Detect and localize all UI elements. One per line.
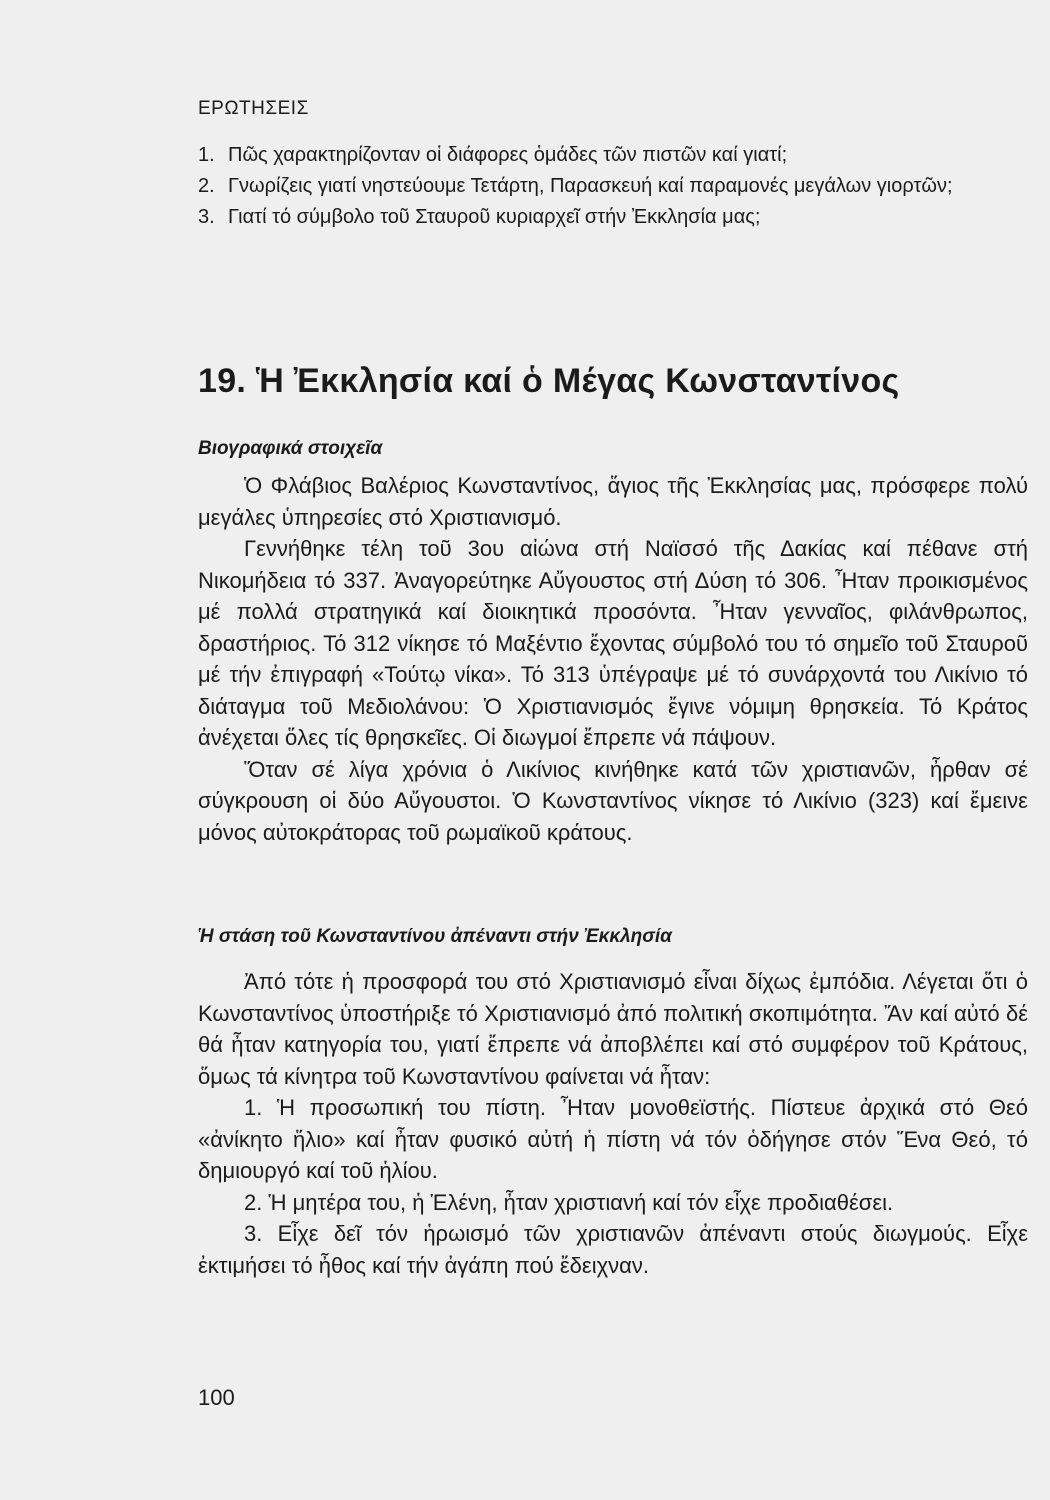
section-heading-stance: Ἡ στάση τοῦ Κωνσταντίνου ἀπέναντι στήν Ἐκκλησία xyxy=(198,926,672,947)
question-text: Γιατί τό σύμβολο τοῦ Σταυροῦ κυριαρχεῖ στήν Ἐκκλησία μας; xyxy=(228,206,761,228)
paragraph: 2. Ἡ μητέρα του, ἡ Ἑλένη, ἦταν χριστιανή καί τόν εἶχε προδιαθέσει. xyxy=(244,1189,894,1215)
page-number: 100 xyxy=(198,1385,235,1410)
questions-heading: ΕΡΩΤΗΣΕΙΣ xyxy=(198,98,309,119)
paragraph: 1. Ἡ προσωπική του πίστη. Ἦταν μονοθεϊστής. Πίστευε ἀρχικά στό Θεό «ἀνίκητο ἥλιο» καί ἦταν φυσικό αὐτή ἡ πίστη νά τόν ὁδήγησε στόν Ἕνα Θεό, τό δημιουργό καί τοῦ ἡλίου. xyxy=(198,1095,1028,1183)
paragraph: Ὅταν σέ λίγα χρόνια ὁ Λικίνιος κινήθηκε κατά τῶν χριστιανῶν, ἦρθαν σέ σύγκρουση οἱ δύο Αὔγουστοι. Ὁ Κωνσταντίνος νίκησε τό Λικίνιο (323) καί ἔμεινε μόνος αὐτοκράτορας τοῦ ρωμαϊκοῦ κράτους. xyxy=(198,756,1028,845)
section-heading-biography: Βιογραφικά στοιχεῖα xyxy=(198,438,383,459)
paragraph: Ἀπό τότε ἡ προσφορά του στό Χριστιανισμό εἶναι δίχως ἐμπόδια. Λέγεται ὅτι ὁ Κωνσταντίνος ὑποστήριξε τό Χριστιανισμό ἀπό πολιτική σκοπιμότητα. Ἄν καί αὐτό δέ θά ἦταν κατηγορία του, γιατί ἔπρεπε νά ἀποβλέπει καί στό συμφέρον τοῦ Κράτους, ὅμως τά κίνητρα τοῦ Κωνσταντίνου φαίνεται νά ἦταν: xyxy=(198,969,1028,1089)
section-body-stance xyxy=(198,966,1028,1281)
question-number: 3. xyxy=(198,206,215,228)
question-text: Πῶς χαρακτηρίζονταν οἱ διάφορες ὁμάδες τῶν πιστῶν καί γιατί; xyxy=(228,144,788,166)
question-text: Γνωρίζεις γιατί νηστεύουμε Τετάρτη, Παρασκευή καί παραμονές μεγάλων γιορτῶν; xyxy=(228,175,953,197)
question-number: 2. xyxy=(198,175,215,197)
paragraph: 3. Εἶχε δεῖ τόν ἡρωισμό τῶν χριστιανῶν ἀπέναντι στούς διωγμούς. Εἶχε ἐκτιμήσει τό ἦθος καί τήν ἀγάπη πού ἔδειχναν. xyxy=(198,1221,1028,1278)
paragraph: Γεννήθηκε τέλη τοῦ 3ου αἰώνα στή Ναϊσσό τῆς Δακίας καί πέθανε στή Νικομήδεια τό 337. Ἀναγορεύτηκε Αὔγουστος στή Δύση τό 306. Ἦταν προικισμένος μέ πολλά στρατηγικά καί διοικητικά προσόντα. Ἦταν γενναῖος, φιλάνθρωπος, δραστήριος. Τό 312 νίκησε τό Μαξέντιο ἔχοντας σύμβολό του τό σημεῖο τοῦ Σταυροῦ μέ τήν ἐπιγραφή «Τούτῳ νίκα». Τό 313 ὑπέγραψε μέ τό συνάρχοντά του Λικίνιο τό διάταγμα τοῦ Μεδιολάνου: Ὁ Χριστιανισμός ἔγινε νόμιμη θρησκεία. Τό Κράτος ἀνέχεται ὅλες τίς θρησκεῖες. Οἱ διωγμοί ἔπρεπε νά πάψουν. xyxy=(198,536,1028,750)
question-number: 1. xyxy=(198,144,215,166)
question-item xyxy=(198,202,1028,233)
question-item xyxy=(198,140,1028,171)
section-body-biography xyxy=(198,470,1028,848)
question-item xyxy=(198,171,1028,202)
chapter-title: 19. Ἡ Ἐκκλησία καί ὁ Μέγας Κωνσταντίνος xyxy=(198,362,900,400)
questions-list xyxy=(198,140,1028,233)
paragraph: Ὁ Φλάβιος Βαλέριος Κωνσταντίνος, ἅγιος τῆς Ἐκκλησίας μας, πρόσφερε πολύ μεγάλες ὑπηρεσίες στό Χριστιανισμό. xyxy=(198,473,1028,530)
